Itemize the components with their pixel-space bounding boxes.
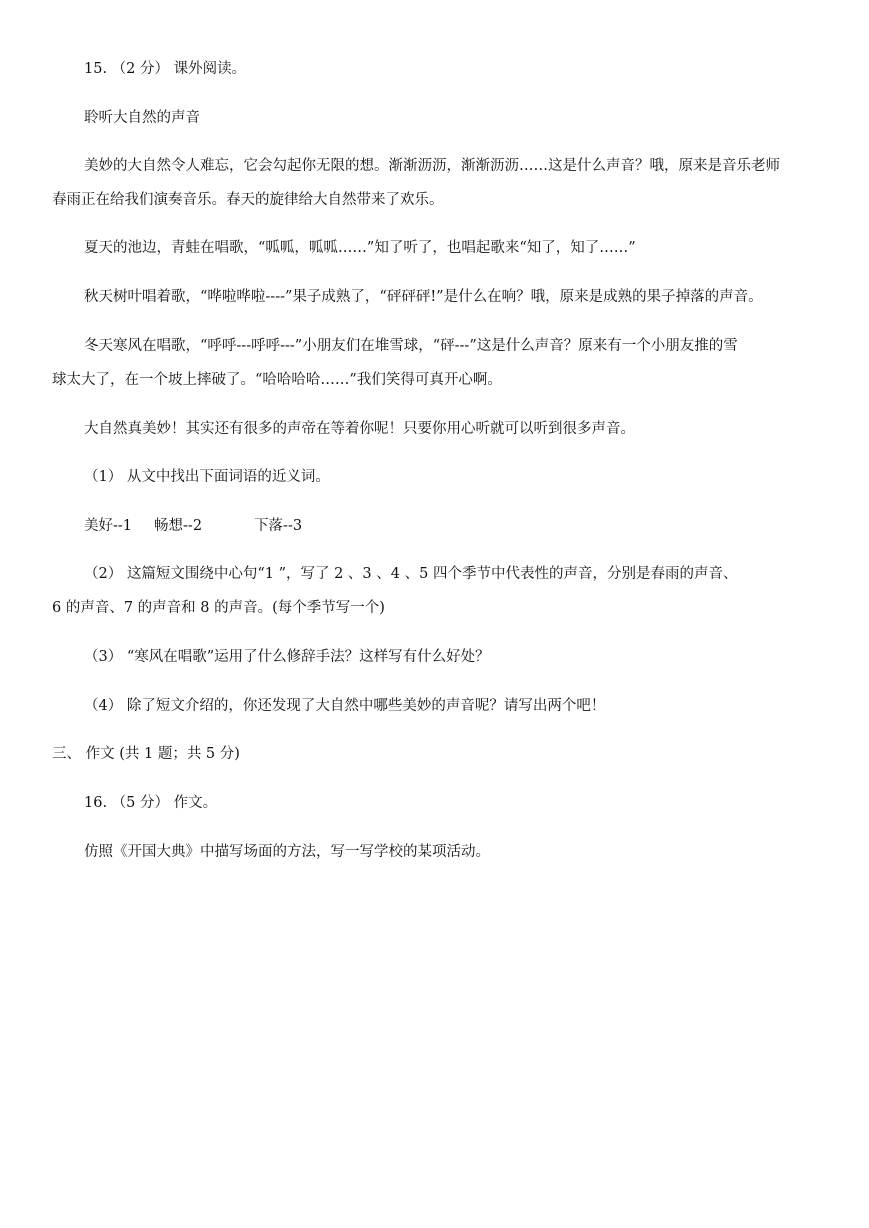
synonym-word-1: 美好--1: [84, 518, 133, 534]
subquestion-2-line1: （2） 这篇短文围绕中心句“1 ”，写了 2 、3 、4 、5 四个季节中代表性的声音，分别是春雨的声音、: [84, 566, 738, 582]
passage-para1-line1: 美妙的大自然令人难忘，它会勾起你无限的想。渐渐沥沥，渐渐沥沥……这是什么声音？哦，原来是音乐老师: [84, 158, 780, 174]
passage-para3: 秋天树叶唱着歌，“哗啦哗啦----”果子成熟了，“砰砰砰!”是什么在响？哦，原来是成熟的果子掉落的声音。: [84, 289, 763, 305]
subquestion-1: （1） 从文中找出下面词语的近义词。: [84, 469, 330, 485]
synonym-word-2: 畅想--2: [154, 518, 203, 534]
subquestion-3: （3） “寒风在唱歌”运用了什么修辞手法？这样写有什么好处？: [84, 649, 490, 665]
subquestion-4: （4） 除了短文介绍的，你还发现了大自然中哪些美妙的声音呢？请写出两个吧！: [84, 698, 606, 714]
subquestion-2-line2: 6 的声音、7 的声音和 8 的声音。(每个季节写一个): [52, 600, 385, 616]
passage-para5: 大自然真美妙！其实还有很多的声帝在等着你呢！只要你用心听就可以听到很多声音。: [84, 421, 635, 437]
q15-header: 15. （2 分） 课外阅读。: [84, 61, 247, 77]
passage-title: 聆听大自然的声音: [84, 110, 200, 126]
synonym-word-3: 下落--3: [254, 518, 303, 534]
passage-para4-line1: 冬天寒风在唱歌，“呼呼---呼呼---”小朋友们在堆雪球，“砰---”这是什么声音？原来有一个小朋友推的雪: [84, 338, 738, 354]
passage-para2: 夏天的池边，青蛙在唱歌，“呱呱，呱呱……”知了听了，也唱起歌来“知了，知了……”: [84, 240, 636, 256]
q16-prompt: 仿照《开国大典》中描写场面的方法，写一写学校的某项活动。: [84, 844, 490, 860]
q16-header: 16. （5 分） 作文。: [84, 795, 218, 811]
passage-para4-line2: 球太大了，在一个坡上摔破了。“哈哈哈哈……”我们笑得可真开心啊。: [52, 372, 502, 388]
subquestion-1-words: [84, 516, 302, 536]
section-3-heading: 三、 作文 (共 1 题；共 5 分): [52, 746, 240, 762]
passage-para1-line2: 春雨正在给我们演奏音乐。春天的旋律给大自然带来了欢乐。: [52, 192, 444, 208]
